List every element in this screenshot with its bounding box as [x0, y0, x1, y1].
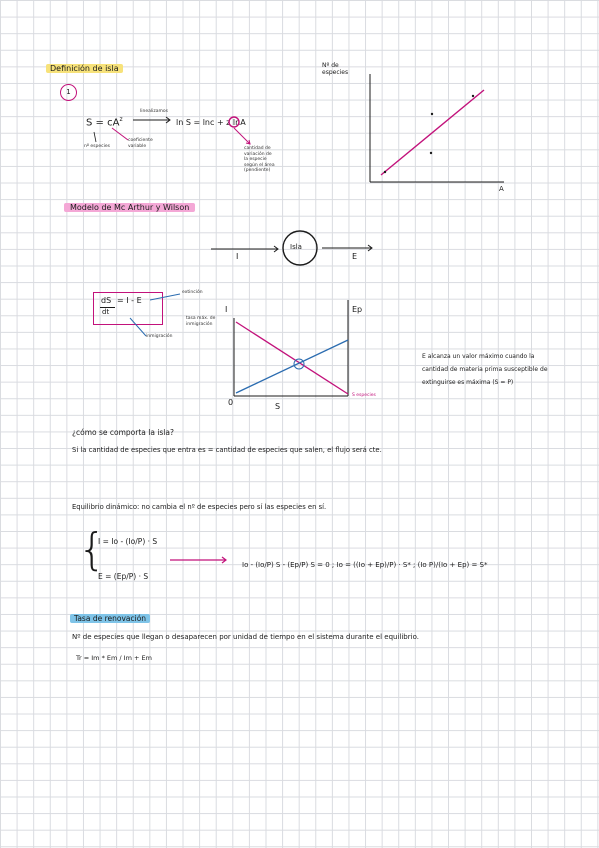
immigration-label: I — [236, 252, 239, 261]
max-extinction-note: E alcanza un valor máximo cuando la cantidad de materia prima susceptible de extinguirse es máxima (S = P) — [422, 353, 548, 386]
linearize-label: linealizamos — [140, 109, 168, 114]
species-area-point — [472, 95, 474, 97]
equation-extinction: E = (Ep/P) · S — [98, 572, 149, 581]
renewal-formula: Tr = Im * Em / Im + Em — [76, 654, 152, 662]
renewal-definition: Nº de especies que llegan o desaparecen por unidad de tiempo en el sistema durante el equilibrio. — [72, 633, 419, 641]
island-question: ¿cómo se comporta la isla? — [72, 428, 174, 437]
equation-immigration: I = Io - (Io/P) · S — [98, 537, 158, 546]
species-area-point — [431, 113, 433, 115]
z-pointer — [234, 128, 250, 144]
coefficient-label: coeficiente variable — [128, 138, 153, 149]
z-note: cantidad de variación de la especie según el área (pendiente) — [244, 146, 275, 173]
immigration-curve — [236, 322, 348, 394]
power-law-formula: $S = cA^z$ — [86, 116, 123, 129]
species-area-point — [384, 171, 386, 173]
species-area-ylabel: Nº de especies — [322, 62, 349, 76]
z-circle — [229, 117, 239, 127]
immigration-note: inmigración — [146, 334, 173, 339]
graph-axis-i: I — [225, 305, 228, 314]
graph-axis-ep: Ep — [352, 305, 363, 314]
equilibrium-result: Io - (Io/P) S - (Ep/P) S = 0 ; Io = ((Io + Ep)/P) · S* ; (Io P)/(Io + Ep) = S* — [242, 561, 488, 569]
island-circle — [283, 231, 317, 265]
island-label: Isla — [290, 243, 302, 251]
species-area-xlabel: A — [499, 185, 504, 193]
extinction-label: E — [352, 252, 358, 261]
extinction-note: extinción — [182, 290, 203, 295]
species-label: nº especies — [84, 144, 110, 149]
coefficient-pointer — [112, 128, 128, 140]
circle-number: 1 — [60, 84, 77, 101]
log-formula: ln S = lnc + z lnA — [176, 118, 246, 127]
s-species-note: S especies — [352, 393, 376, 398]
section2-title: Modelo de Mc Arthur y Wilson — [64, 203, 195, 212]
section4-title: Tasa de renovación — [70, 614, 150, 623]
graph-origin: 0 — [228, 398, 234, 407]
equation-system-brace: { — [78, 524, 106, 575]
extinction-curve — [236, 340, 348, 393]
immigration-pointer — [130, 318, 146, 336]
species-pointer — [94, 132, 96, 142]
section1-title: Definición de isla — [46, 64, 123, 73]
species-area-trend — [381, 90, 484, 175]
extinction-pointer — [150, 294, 180, 300]
species-area-point — [430, 152, 432, 154]
max-immigration-note: tasa máx. de inmigración — [186, 316, 216, 327]
graph-xlabel-s: S — [275, 402, 281, 411]
island-answer: Si la cantidad de especies que entra es = cantidad de especies que salen, el flujo será cte. — [72, 446, 382, 454]
formula-denominator: dt — [102, 308, 110, 316]
formula-numerator: dS — [101, 296, 112, 305]
formula-rhs: = I - E — [117, 296, 142, 305]
dynamic-equilibrium: Equilibrio dinámico: no cambia el nº de especies pero sí las especies en sí. — [72, 503, 327, 511]
